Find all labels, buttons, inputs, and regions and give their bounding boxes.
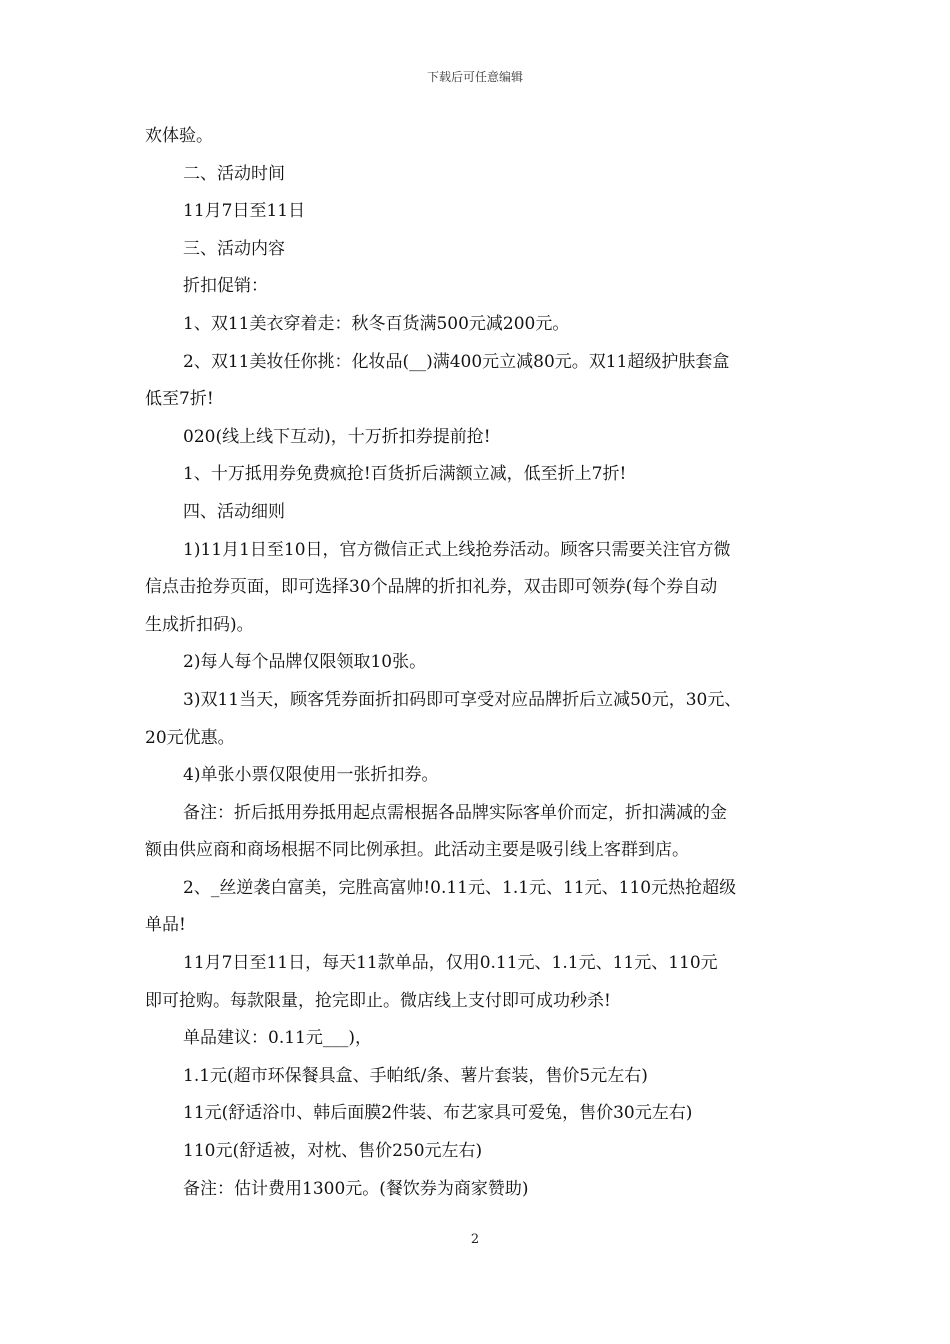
paragraph-line: 020(线上线下互动)，十万折扣券提前抢!: [183, 426, 491, 447]
paragraph-line: 额由供应商和商场根据不同比例承担。此活动主要是吸引线上客群到店。: [145, 840, 689, 861]
document-body: [145, 118, 825, 1208]
paragraph-line: 2)每人每个品牌仅限领取10张。: [183, 652, 427, 673]
paragraph-line: 11元(舒适浴巾、韩后面膜2件装、布艺家具可爱兔，售价30元左右): [183, 1103, 693, 1124]
paragraph-line: 备注：折后抵用券抵用起点需根据各品牌实际客单价而定，折扣满减的金: [183, 802, 727, 823]
paragraph-line: 2、双11美妆任你挑：化妆品(__)满400元立减80元。双11超级护肤套盒: [183, 351, 730, 372]
paragraph-line: 单品!: [145, 915, 186, 936]
paragraph-line: 11月7日至11日，每天11款单品，仅用0.11元、1.1元、11元、110元: [183, 953, 718, 974]
paragraph-line: 4)单张小票仅限使用一张折扣券。: [183, 765, 439, 786]
paragraph-line: 1.1元(超市环保餐具盒、手帕纸/条、薯片套装，售价5元左右): [183, 1065, 648, 1086]
paragraph-line: 生成折扣码)。: [145, 614, 254, 635]
paragraph-line: 110元(舒适被，对枕、售价250元左右): [183, 1141, 483, 1162]
paragraph-line: 1、十万抵用券免费疯抢!百货折后满额立减，低至折上7折!: [183, 464, 627, 485]
paragraph-line: 2、_丝逆袭白富美，完胜高富帅!0.11元、1.1元、11元、110元热抢超级: [183, 877, 737, 898]
paragraph-line: 三、活动内容: [183, 238, 285, 259]
paragraph-line: 低至7折!: [145, 389, 214, 410]
paragraph-line: 单品建议：0.11元___)，: [183, 1028, 372, 1049]
page-number: 2: [470, 1232, 480, 1247]
paragraph-line: 备注：估计费用1300元。(餐饮券为商家赞助): [183, 1178, 529, 1199]
paragraph-line: 欢体验。: [145, 126, 213, 146]
paragraph-line: 1、双11美衣穿着走：秋冬百货满500元减200元。: [183, 313, 570, 334]
paragraph-line: 1)11月1日至10日，官方微信正式上线抢券活动。顾客只需要关注官方微: [183, 539, 731, 560]
paragraph-line: 20元优惠。: [145, 727, 235, 748]
paragraph-line: 信点击抢券页面，即可选择30个品牌的折扣礼券，双击即可领券(每个券自动: [145, 577, 718, 598]
paragraph-line: 即可抢购。每款限量，抢完即止。微店线上支付即可成功秒杀!: [145, 990, 611, 1011]
paragraph-line: 四、活动细则: [183, 501, 285, 522]
page-header: 下载后可任意编辑: [426, 70, 523, 84]
paragraph-line: 3)双11当天，顾客凭券面折扣码即可享受对应品牌折后立减50元，30元、: [183, 689, 742, 710]
paragraph-line: 二、活动时间: [183, 163, 285, 184]
paragraph-line: 11月7日至11日: [183, 201, 306, 222]
paragraph-line: 折扣促销：: [183, 276, 268, 297]
